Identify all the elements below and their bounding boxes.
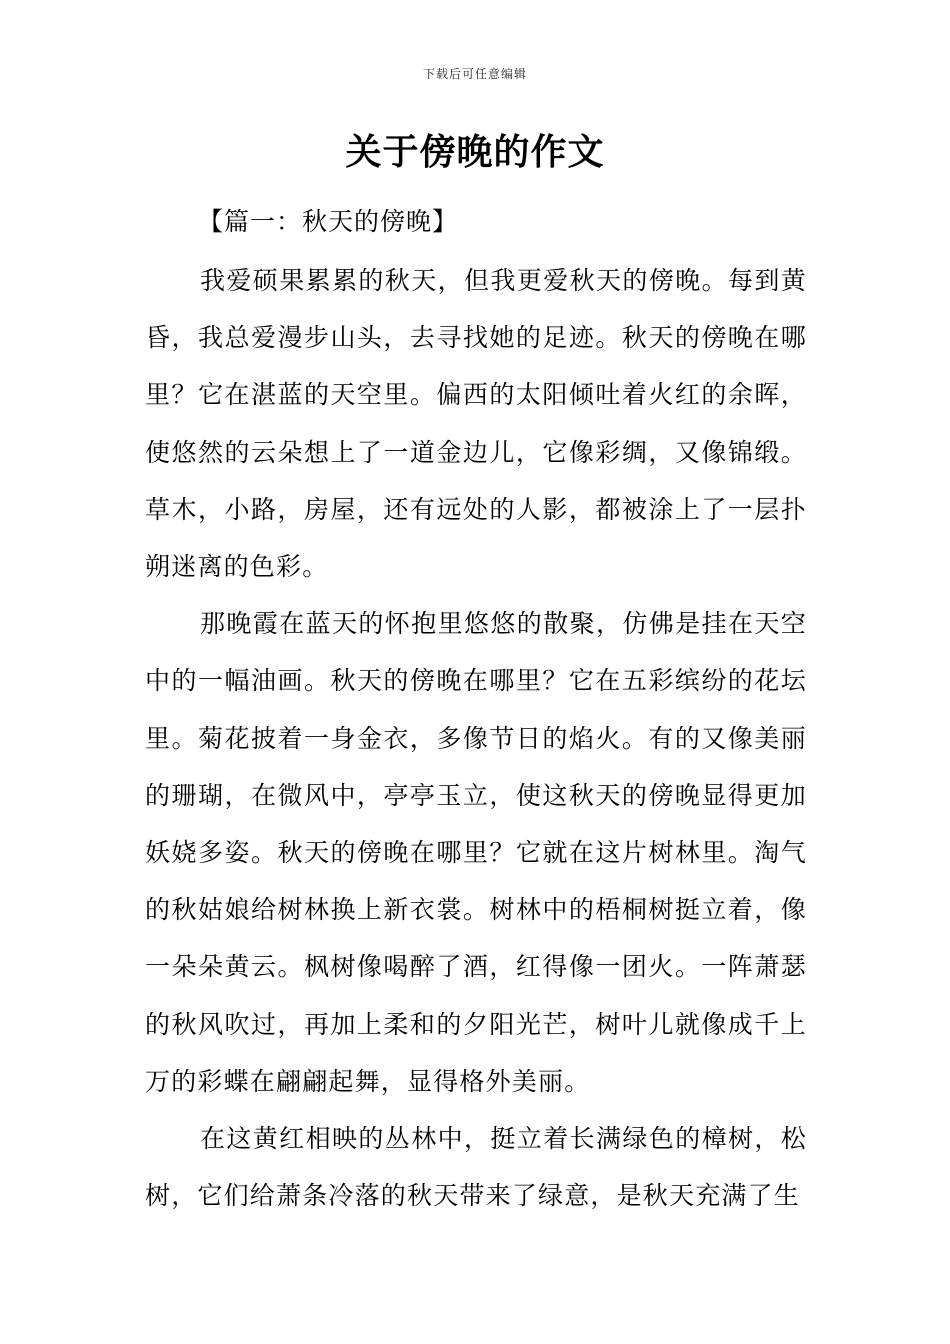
paragraph-3: 在这黄红相映的丛林中，挺立着长满绿色的樟树，松树，它们给萧条冷落的秋天带来了绿意，是秋天充满了生 xyxy=(145,1124,807,1211)
header-note: 下载后可任意编辑 xyxy=(422,67,527,81)
paragraph-1: 我爱硕果累累的秋天，但我更爱秋天的傍晚。每到黄昏，我总爱漫步山头，去寻找她的足迹。秋天的傍晚在哪里？它在湛蓝的天空里。偏西的太阳倾吐着火红的余晖，使悠然的云朵想上了一道金边儿，它像彩绸，又像锦缎。草木，小路，房屋，还有远处的人影，都被涂上了一层扑朔迷离的色彩。 xyxy=(145,266,807,582)
section-heading: 【篇一：秋天的傍晚】 xyxy=(198,207,459,236)
document-title: 关于傍晚的作文 xyxy=(345,132,605,173)
essay-body xyxy=(145,252,807,1224)
paragraph-2: 那晚霞在蓝天的怀抱里悠悠的散聚，仿佛是挂在天空中的一幅油画。秋天的傍晚在哪里？它在五彩缤纷的花坛里。菊花披着一身金衣，多像节日的焰火。有的又像美丽的珊瑚，在微风中，亭亭玉立，使这秋天的傍晚显得更加妖娆多姿。秋天的傍晚在哪里？它就在这片树林里。淘气的秋姑娘给树林换上新衣裳。树林中的梧桐树挺立着，像一朵朵黄云。枫树像喝醉了酒，红得像一团火。一阵萧瑟的秋风吹过，再加上柔和的夕阳光芒，树叶儿就像成千上万的彩蝶在翩翩起舞，显得格外美丽。 xyxy=(145,609,807,1096)
